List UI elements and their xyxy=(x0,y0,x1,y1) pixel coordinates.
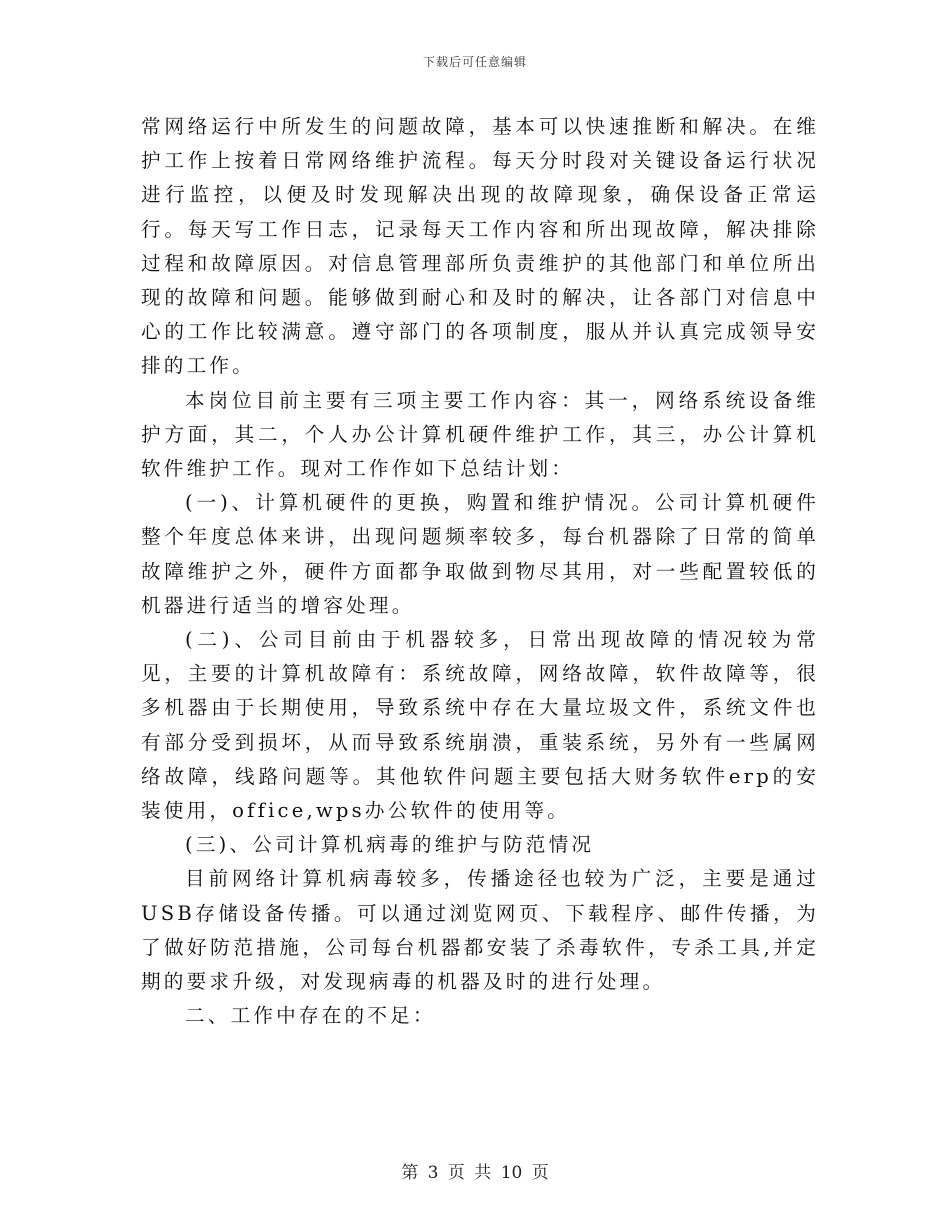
paragraph-hardware: (一)、计算机硬件的更换，购置和维护情况。公司计算机硬件整个年度总体来讲，出现问题频率较多，每台机器除了日常的简单故障维护之外，硬件方面都争取做到物尽其用，对一些配置较低的机器进行适当的增容处理。 xyxy=(141,491,819,617)
paragraph-network-maintenance: 常网络运行中所发生的问题故障，基本可以快速推断和解决。在维护工作上按着日常网络维护流程。每天分时段对关键设备运行状况进行监控，以便及时发现解决出现的故障现象，确保设备正常运行。每天写工作日志，记录每天工作内容和所出现故障，解决排除过程和故障原因。对信息管理部所负责维护的其他部门和单位所出现的故障和问题。能够做到耐心和及时的解决，让各部门对信息中心的工作比较满意。遵守部门的各项制度，服从并认真完成领导安排的工作。 xyxy=(141,115,819,378)
document-body xyxy=(141,110,819,1033)
section-heading-shortcomings: 二、工作中存在的不足： xyxy=(185,1004,436,1028)
paragraph-virus-heading: (三)、公司计算机病毒的维护与防范情况 xyxy=(185,833,595,857)
paragraph-virus-details: 目前网络计算机病毒较多，传播途径也较为广泛，主要是通过USB存储设备传播。可以通过浏览网页、下载程序、邮件传播，为了做好防范措施，公司每台机器都安装了杀毒软件，专杀工具,并定期的要求升级，对发现病毒的机器及时的进行处理。 xyxy=(141,867,819,994)
paragraph-faults: (二)、公司目前由于机器较多，日常出现故障的情况较为常见，主要的计算机故障有：系统故障，网络故障，软件故障等，很多机器由于长期使用，导致系统中存在大量垃圾文件，系统文件也有部分受到损坏，从而导致系统崩溃，重装系统，另外有一些属网络故障，线路问题等。其他软件问题主要包括大财务软件erp的安装使用，office,wps办公软件的使用等。 xyxy=(141,628,819,823)
page-number: 第 3 页 共 10 页 xyxy=(401,1163,549,1183)
page-header-note: 下载后可任意编辑 xyxy=(422,55,527,69)
paragraph-job-overview: 本岗位目前主要有三项主要工作内容：其一，网络系统设备维护方面，其二，个人办公计算机硬件维护工作，其三，办公计算机软件维护工作。现对工作作如下总结计划： xyxy=(141,388,819,481)
